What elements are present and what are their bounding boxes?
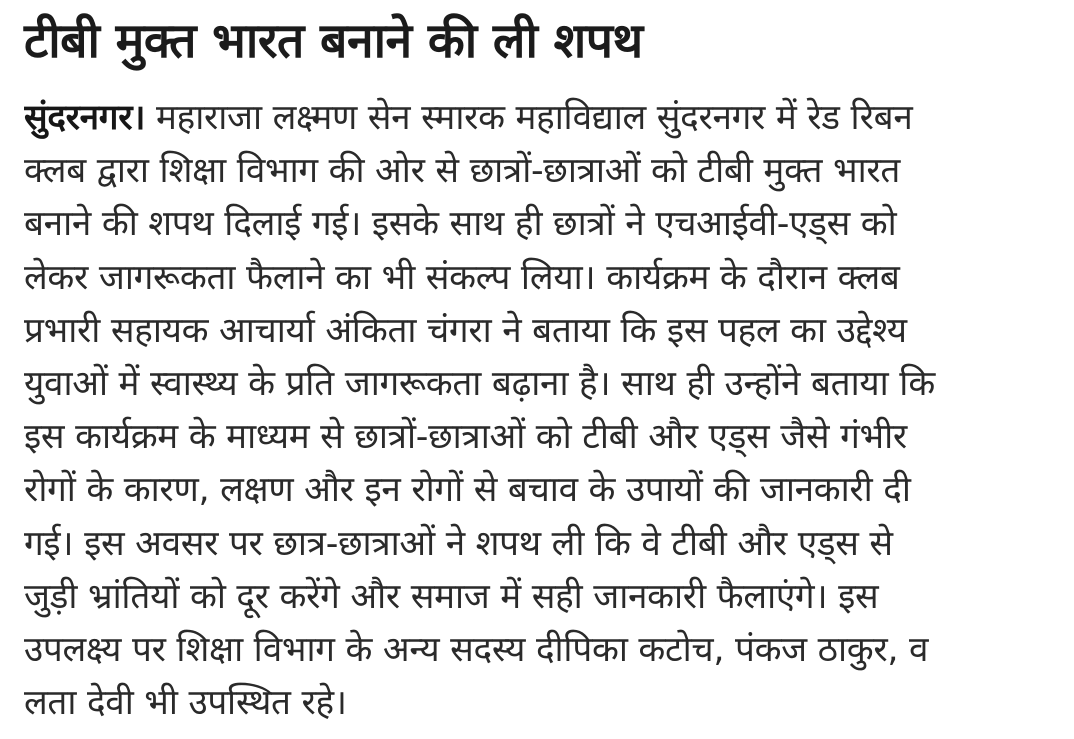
article-line: गई। इस अवसर पर छात्र-छात्राओं ने शपथ ली कि वे टीबी और एड्स से xyxy=(24,523,893,564)
article-line xyxy=(24,92,1054,145)
article-line: क्लब द्वारा शिक्षा विभाग की ओर से छात्रों-छात्राओं को टीबी मुक्त भारत xyxy=(24,151,901,192)
article-line: लता देवी भी उपस्थित रहे। xyxy=(24,683,347,724)
article-body xyxy=(24,92,1054,730)
article-line: जुड़ी भ्रांतियों को दूर करेंगे और समाज में सही जानकारी फैलाएंगे। इस xyxy=(24,576,879,617)
article-line-text: महाराजा लक्ष्मण सेन स्मारक महाविद्याल सुंदरनगर में रेड रिबन xyxy=(145,98,913,138)
dateline: सुंदरनगर। xyxy=(24,98,146,138)
article-line: प्रभारी सहायक आचार्या अंकिता चंगरा ने बताया कि इस पहल का उद्देश्य xyxy=(24,310,907,351)
article-line: युवाओं में स्वास्थ्य के प्रति जागरूकता बढ़ाना है। साथ ही उन्होंने बताया कि xyxy=(24,363,935,404)
article-line: बनाने की शपथ दिलाई गई। इसके साथ ही छात्रों ने एचआईवी-एड्स को xyxy=(24,204,897,245)
article-line: लेकर जागरूकता फैलाने का भी संकल्प लिया। कार्यक्रम के दौरान क्लब xyxy=(24,257,900,298)
article-line: रोगों के कारण, लक्षण और इन रोगों से बचाव के उपायों की जानकारी दी xyxy=(24,470,911,511)
article-line: इस कार्यक्रम के माध्यम से छात्रों-छात्राओं को टीबी और एड्स जैसे गंभीर xyxy=(24,417,907,458)
article-line: उपलक्ष्य पर शिक्षा विभाग के अन्य सदस्य दीपिका कटोच, पंकज ठाकुर, व xyxy=(24,629,929,670)
headline: टीबी मुक्त भारत बनाने की ली शपथ xyxy=(24,13,643,69)
